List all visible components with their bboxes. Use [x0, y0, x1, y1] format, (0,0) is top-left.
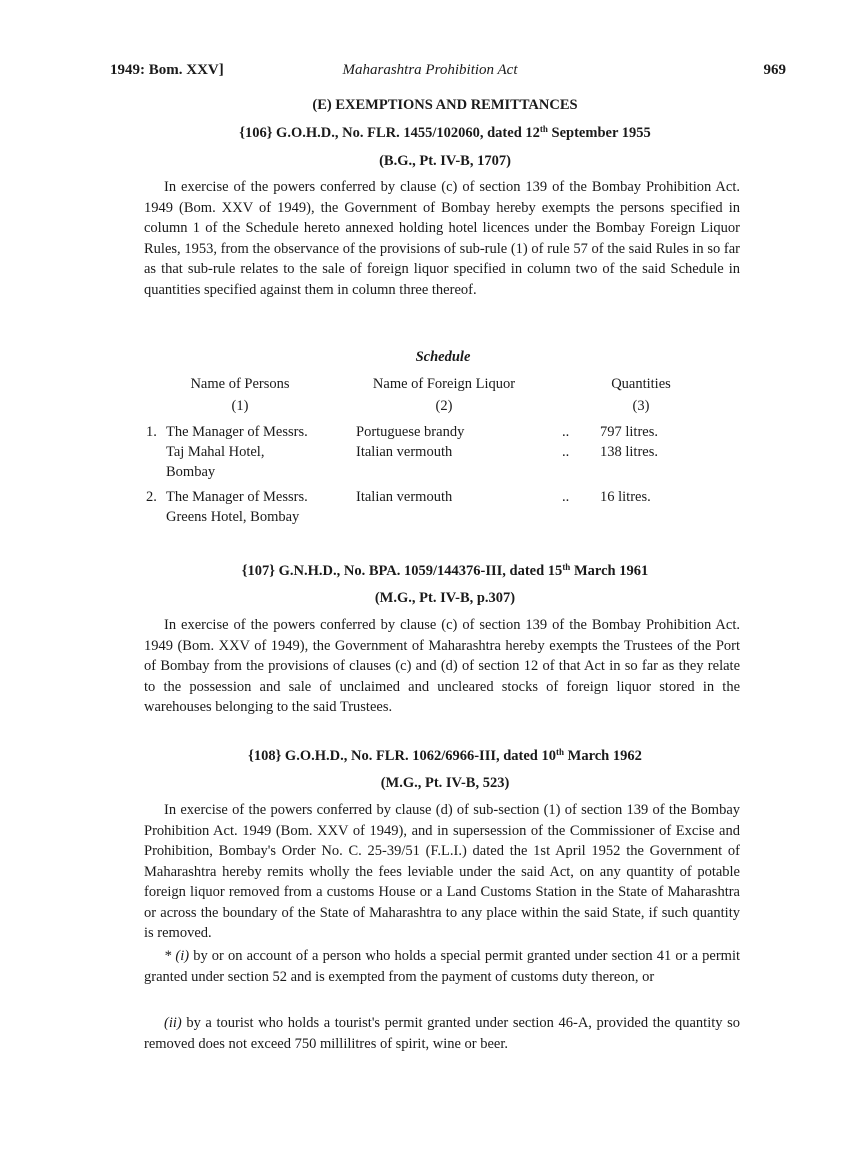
notification-108-heading: {108} G.O.H.D., No. FLR. 1062/6966-III, dated 10th March 1962: [248, 747, 642, 764]
schedule-row2-liquor1: Italian vermouth: [356, 489, 453, 505]
notification-107-body: In exercise of the powers conferred by clause (c) of section 139 of the Bombay Prohibition Act. 1949 (Bom. XXV of 1949), the Government of Maharashtra hereby exempts the Trustees of the Port of Bombay from the provisions of clauses (c) and (d) of section 12 of that Act in so far as they relate to the possession and sale of unclaimed and uncleared stocks of foreign liquor stored in the warehouses belonging to the said Trustees.: [144, 617, 740, 715]
notification-108-clause-i: [144, 946, 740, 987]
schedule-row1-leader2: ..: [562, 444, 570, 460]
notification-108-body: In exercise of the powers conferred by clause (d) of sub-section (1) of section 139 of the Bombay Prohibition Act. 1949 (Bom. XXV of 1949), and in supersession of the Commissioner of Excise and Prohibition, Bombay's Order No. C. 25-39/51 (F.L.I.) dated the 1st April 1952 the Government of Maharashtra hereby remits wholly the fees leviable under the said Act, on any quantity of potable foreign liquor removed from a customs House or a Land Customs Station in the State of Maharashtra or across the boundary of the State of Maharashtra to any place within the said State, if such quantity is removed.: [144, 802, 740, 941]
schedule-row2-person-line1: The Manager of Messrs.: [166, 489, 308, 505]
page-number: 969: [763, 62, 786, 78]
schedule-row2-number: 2.: [146, 489, 157, 505]
clause-i-text: by or on account of a person who holds a special permit granted under section 41 or a permit granted under section 52 and is exempted from the payment of customs duty thereon, or: [144, 948, 741, 985]
schedule-row1-quantity1: 797 litres.: [600, 424, 658, 440]
schedule-row2-quantity1: 16 litres.: [600, 489, 651, 505]
notification-108-gazette: (M.G., Pt. IV-B, 523): [380, 775, 510, 791]
notification-106-gazette: (B.G., Pt. IV-B, 1707): [379, 153, 511, 169]
schedule-row1-liquor2: Italian vermouth: [356, 444, 453, 460]
clause-ii-text: by a tourist who holds a tourist's permit granted under section 46-A, provided the quantity so removed does not exceed 750 millilitres of spirit, wine or beer.: [144, 1015, 740, 1052]
running-header-title: Maharashtra Prohibition Act: [342, 62, 518, 78]
notification-108-clause-ii: [144, 1013, 740, 1054]
notification-107-heading: {107} G.N.H.D., No. BPA. 1059/144376-III, dated 15th March 1961: [241, 562, 649, 579]
section-title: (E) EXEMPTIONS AND REMITTANCES: [312, 97, 578, 113]
running-header-left: 1949: Bom. XXV]: [110, 62, 224, 78]
schedule-row1-person-line3: Bombay: [166, 464, 216, 480]
schedule-row1-leader1: ..: [562, 424, 570, 440]
schedule-row1-person-line2: Taj Mahal Hotel,: [166, 444, 265, 460]
schedule-col2-header: Name of Foreign Liquor: [372, 376, 516, 392]
clause-ii-marker: (ii): [164, 1015, 182, 1031]
schedule-row2-person-line2: Greens Hotel, Bombay: [166, 509, 300, 525]
schedule-row1-quantity2: 138 litres.: [600, 444, 658, 460]
schedule-row1-person-line1: The Manager of Messrs.: [166, 424, 308, 440]
notification-106-body: In exercise of the powers conferred by clause (c) of section 139 of the Bombay Prohibition Act. 1949 (Bom. XXV of 1949), the Government of Bombay hereby exempts the persons specified in column 1 of the Schedule hereto annexed holding hotel licences under the Bombay Foreign Liquor Rules, 1953, from the observance of the provisions of sub-rule (1) of rule 57 of the said Rules in so far as that sub-rule relates to the sale of foreign liquor specified in column two of the said Schedule in quantities specified against them in column three thereof.: [144, 179, 740, 298]
schedule-title: Schedule: [415, 349, 471, 365]
notification-107-gazette: (M.G., Pt. IV-B, p.307): [374, 590, 516, 606]
schedule-row1-liquor1: Portuguese brandy: [356, 424, 465, 440]
schedule-col1-number: (1): [231, 398, 249, 414]
clause-i-marker: * (i): [164, 948, 190, 964]
schedule-row2-leader1: ..: [562, 489, 570, 505]
schedule-col3-header: Quantities: [611, 376, 671, 392]
schedule-col2-number: (2): [435, 398, 453, 414]
schedule-row1-number: 1.: [146, 424, 157, 440]
notification-106-heading: {106} G.O.H.D., No. FLR. 1455/102060, dated 12th September 1955: [239, 124, 651, 141]
schedule-col1-header: Name of Persons: [190, 376, 290, 392]
schedule-col3-number: (3): [632, 398, 650, 414]
